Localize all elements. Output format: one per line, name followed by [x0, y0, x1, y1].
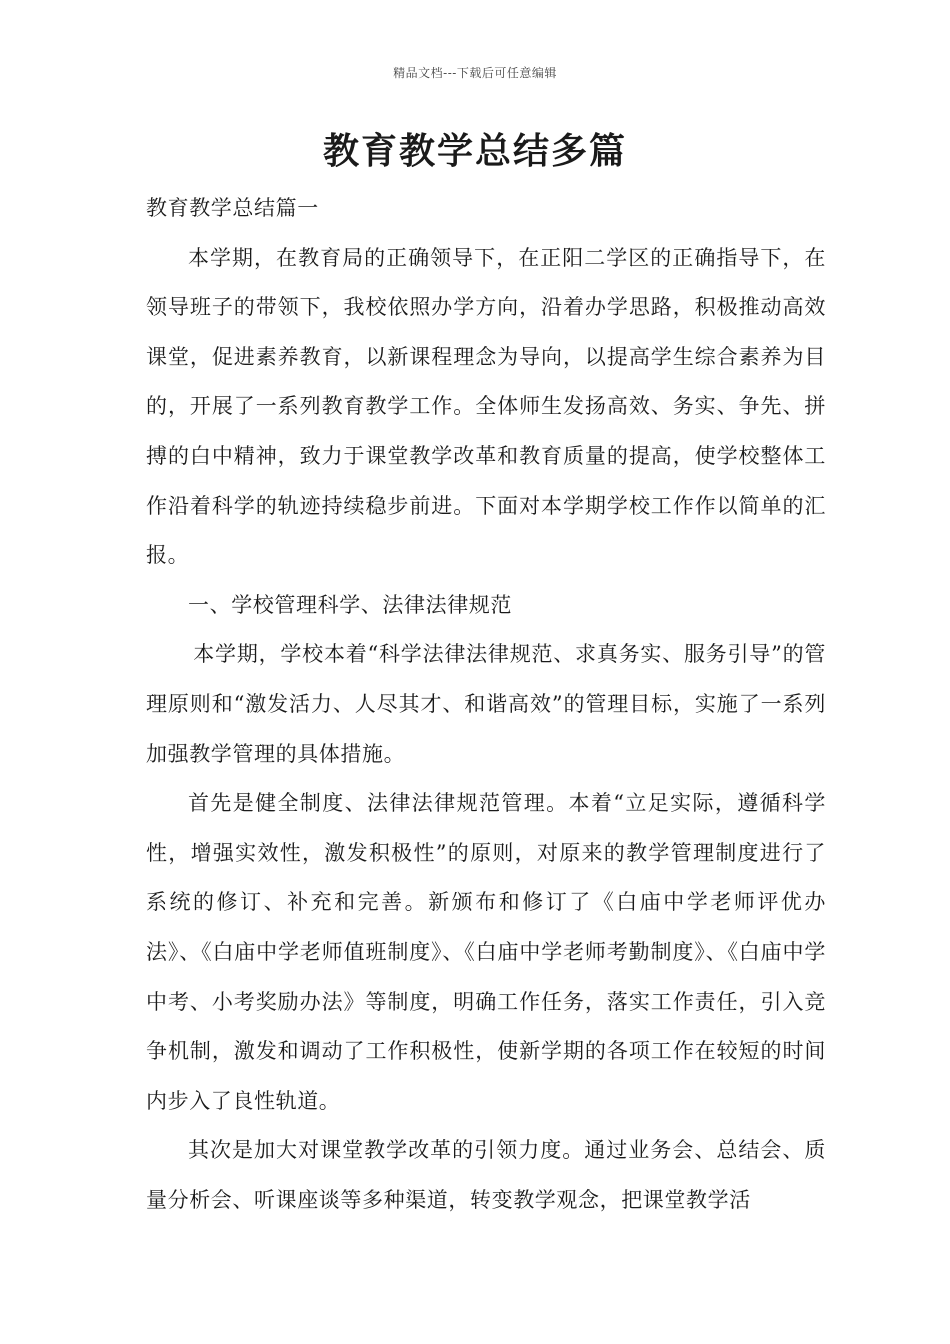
- paragraph-management-principles: 本学期，学校本着“科学法律法律规范、求真务实、服务引导”的管理原则和“激发活力、人尽其才、和谐高效”的管理目标，实施了一系列加强教学管理的具体措施。: [146, 642, 826, 766]
- document-body: [146, 184, 826, 1225]
- paragraph-intro: 本学期，在教育局的正确领导下，在正阳二学区的正确指导下，在领导班子的带领下，我校依照办学方向，沿着办学思路，积极推动高效课堂，促进素养教育，以新课程理念为导向，以提高学生综合素养为目的，开展了一系列教育教学工作。全体师生发扬高效、务实、争先、拼搏的白中精神，致力于课堂教学改革和教育质量的提高，使学校整体工作沿着科学的轨迹持续稳步前进。下面对本学期学校工作作以简单的汇报。: [146, 245, 826, 568]
- document-title: 教育教学总结多篇: [322, 131, 627, 172]
- section-subtitle: 教育教学总结篇一: [146, 196, 319, 220]
- header-note: 精品文档---下载后可任意编辑: [393, 66, 557, 80]
- section-heading-1: 一、学校管理科学、法律法律规范: [188, 592, 512, 617]
- paragraph-systems: 首先是健全制度、法律法律规范管理。本着“立足实际，遵循科学性，增强实效性，激发积极性”的原则，对原来的教学管理制度进行了系统的修订、补充和完善。新颁布和修订了《白庙中学老师评优办法》、《白庙中学老师值班制度》、《白庙中学老师考勤制度》、《白庙中学中考、小考奖励办法》等制度，明确工作任务，落实工作责任，引入竞争机制，激发和调动了工作积极性，使新学期的各项工作在较短的时间内步入了良性轨道。: [146, 791, 826, 1113]
- paragraph-classroom-reform: 其次是加大对课堂教学改革的引领力度。通过业务会、总结会、质量分析会、听课座谈等多种渠道，转变教学观念，把课堂教学活: [146, 1138, 826, 1212]
